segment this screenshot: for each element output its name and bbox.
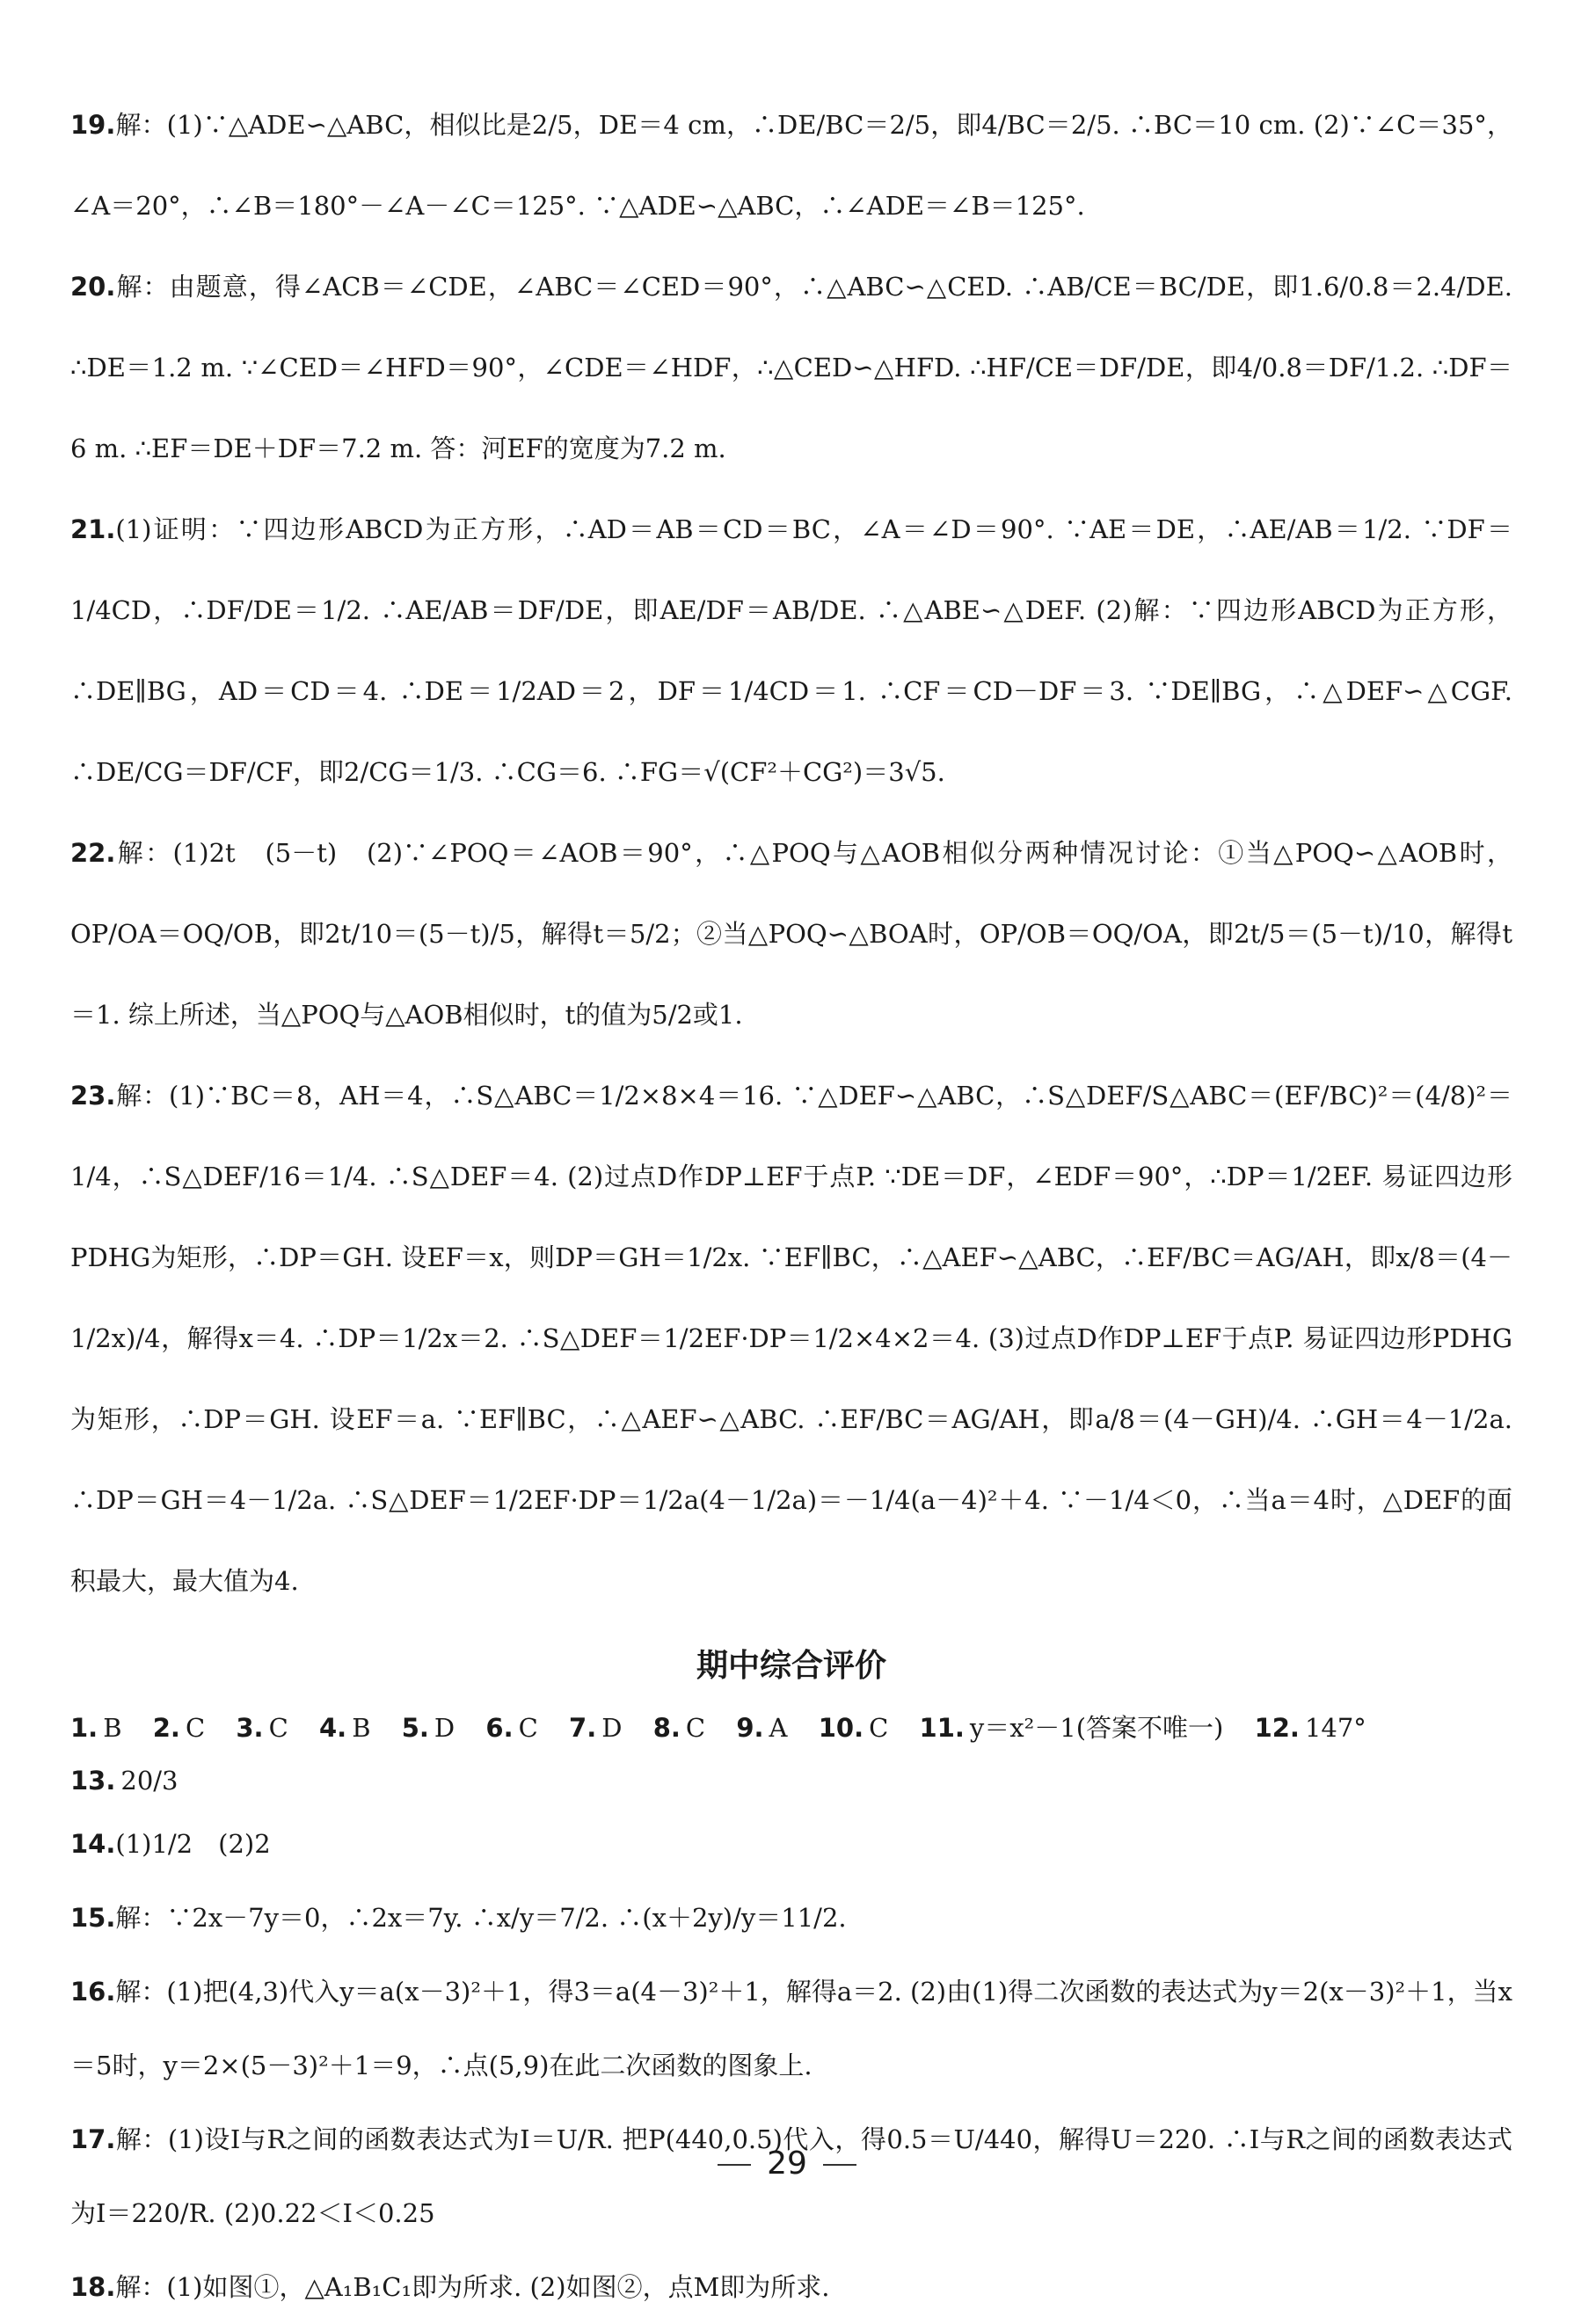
answer-14 bbox=[70, 1807, 1512, 1881]
section-title: 期中综合评价 bbox=[696, 1648, 886, 1684]
answer-number: 19. bbox=[70, 110, 116, 140]
answer-15 bbox=[70, 1881, 1512, 1955]
answer-23 bbox=[70, 1055, 1512, 1621]
choice-item: 9. A bbox=[736, 1713, 788, 1743]
choice-item: 3. C bbox=[236, 1713, 288, 1743]
answer-number: 21. bbox=[70, 514, 116, 544]
choice-item: 13. 20/3 bbox=[70, 1766, 179, 1796]
answer-18 bbox=[70, 2250, 1512, 2324]
answer-text: 解：由题意，得∠ACB＝∠CDE，∠ABC＝∠CED＝90°，∴△ABC∽△CED. ∴AB/CE＝BC/DE，即1.6/0.8＝2.4/DE. ∴DE＝1.2 m. ∵∠CED＝∠HFD＝90°，∠CDE＝∠HDF，∴△CED∽△HFD. ∴HF/CE＝DF/DE，即4/0.8＝DF/1.2. ∴DF＝6 m. ∴EF＝DE＋DF＝7.2 m. 答：河EF的宽度为7.2 m. bbox=[70, 272, 1512, 463]
answer-number: 22. bbox=[70, 838, 116, 868]
answer-number: 23. bbox=[70, 1081, 116, 1111]
answer-number: 18. bbox=[70, 2272, 116, 2302]
answer-text: 解：(1)把(4,3)代入y＝a(x－3)²＋1，得3＝a(4－3)²＋1，解得a＝2. (2)由(1)得二次函数的表达式为y＝2(x－3)²＋1，当x＝5时，y＝2×(5－3)²＋1＝9，∴点(5,9)在此二次函数的图象上. bbox=[70, 1977, 1512, 2080]
choice-item: 5. D bbox=[401, 1713, 455, 1743]
answer-21 bbox=[70, 489, 1512, 812]
answer-text: 解：∵2x－7y＝0，∴2x＝7y. ∴x/y＝7/2. ∴(x＋2y)/y＝11/2. bbox=[115, 1903, 847, 1933]
answer-text: 解：(1)∵△ADE∽△ABC，相似比是2/5，DE＝4 cm，∴DE/BC＝2/5，即4/BC＝2/5. ∴BC＝10 cm. (2)∵∠C＝35°，∠A＝20°，∴∠B＝180°－∠A－∠C＝125°. ∵△ADE∽△ABC，∴∠ADE＝∠B＝125°. bbox=[70, 110, 1512, 221]
footer-dash-right bbox=[823, 2164, 856, 2166]
page-number: 29 bbox=[767, 2146, 807, 2182]
answer-text: 解：(1)2t (5－t) (2)∵∠POQ＝∠AOB＝90°，∴△POQ与△AOB相似分两种情况讨论：①当△POQ∽△AOB时，OP/OA＝OQ/OB，即2t/10＝(5－t)/5，解得t＝5/2；②当△POQ∽△BOA时，OP/OB＝OQ/OA，即2t/5＝(5－t)/10，解得t＝1. 综上所述，当△POQ与△AOB相似时，t的值为5/2或1. bbox=[70, 838, 1512, 1030]
choice-item: 8. C bbox=[652, 1713, 706, 1743]
answer-text: (1)1/2 (2)2 bbox=[115, 1829, 271, 1859]
choice-item: 4. B bbox=[318, 1713, 371, 1743]
answer-number: 15. bbox=[70, 1903, 116, 1933]
answer-19 bbox=[70, 84, 1512, 246]
answer-text: 解：(1)如图①，△A₁B₁C₁即为所求. (2)如图②，点M即为所求. bbox=[115, 2272, 830, 2302]
answer-20 bbox=[70, 246, 1512, 489]
answer-text: 解：(1)设I与R之间的函数表达式为I＝U/R. 把P(440,0.5)代入，得0.5＝U/440，解得U＝220. ∴I与R之间的函数表达式为I＝220/R. (2)0.22＜I＜0.25 bbox=[70, 2124, 1512, 2228]
choice-answers bbox=[70, 1701, 1512, 1807]
answer-number: 20. bbox=[70, 272, 116, 302]
answer-16 bbox=[70, 1955, 1512, 2102]
choice-item: 10. C bbox=[818, 1713, 889, 1743]
answer-text: (1)证明：∵四边形ABCD为正方形，∴AD＝AB＝CD＝BC，∠A＝∠D＝90°. ∵AE＝DE，∴AE/AB＝1/2. ∵DF＝1/4CD，∴DF/DE＝1/2. ∴AE/AB＝DF/DE，即AE/DF＝AB/DE. ∴△ABE∽△DEF. (2)解：∵四边形ABCD为正方形，∴DE∥BG，AD＝CD＝4. ∴DE＝1/2AD＝2，DF＝1/4CD＝1. ∴CF＝CD－DF＝3. ∵DE∥BG，∴△DEF∽△CGF. ∴DE/CG＝DF/CF，即2/CG＝1/3. ∴CG＝6. ∴FG＝√(CF²＋CG²)＝3√5. bbox=[70, 514, 1512, 787]
choice-item: 12. 147° bbox=[1254, 1713, 1366, 1743]
answer-22 bbox=[70, 812, 1512, 1055]
choice-item: 2. C bbox=[152, 1713, 206, 1743]
answer-number: 17. bbox=[70, 2124, 116, 2154]
choice-item: 1. B bbox=[70, 1713, 122, 1743]
footer-dash-left bbox=[718, 2164, 751, 2166]
choice-item: 6. C bbox=[485, 1713, 538, 1743]
choice-item: 11. y＝x²－1(答案不唯一) bbox=[919, 1713, 1224, 1743]
answer-page bbox=[70, 84, 1512, 2324]
choice-item: 7. D bbox=[569, 1713, 623, 1743]
answer-number: 16. bbox=[70, 1977, 116, 2007]
answer-number: 14. bbox=[70, 1829, 116, 1859]
page-footer bbox=[0, 2146, 1574, 2182]
answer-text: 解：(1)∵BC＝8，AH＝4，∴S△ABC＝1/2×8×4＝16. ∵△DEF∽△ABC，∴S△DEF/S△ABC＝(EF/BC)²＝(4/8)²＝1/4，∴S△DEF/16＝1/4. ∴S△DEF＝4. (2)过点D作DP⊥EF于点P. ∵DE＝DF，∠EDF＝90°，∴DP＝1/2EF. 易证四边形PDHG为矩形，∴DP＝GH. 设EF＝x，则DP＝GH＝1/2x. ∵EF∥BC，∴△AEF∽△ABC，∴EF/BC＝AG/AH，即x/8＝(4－1/2x)/4，解得x＝4. ∴DP＝1/2x＝2. ∴S△DEF＝1/2EF·DP＝1/2×4×2＝4. (3)过点D作DP⊥EF于点P. 易证四边形PDHG为矩形，∴DP＝GH. 设EF＝a. ∵EF∥BC，∴△AEF∽△ABC. ∴EF/BC＝AG/AH，即a/8＝(4－GH)/4. ∴GH＝4－1/2a. ∴DP＝GH＝4－1/2a. ∴S△DEF＝1/2EF·DP＝1/2a(4－1/2a)＝－1/4(a－4)²＋4. ∵－1/4＜0，∴当a＝4时，△DEF的面积最大，最大值为4. bbox=[70, 1081, 1512, 1596]
